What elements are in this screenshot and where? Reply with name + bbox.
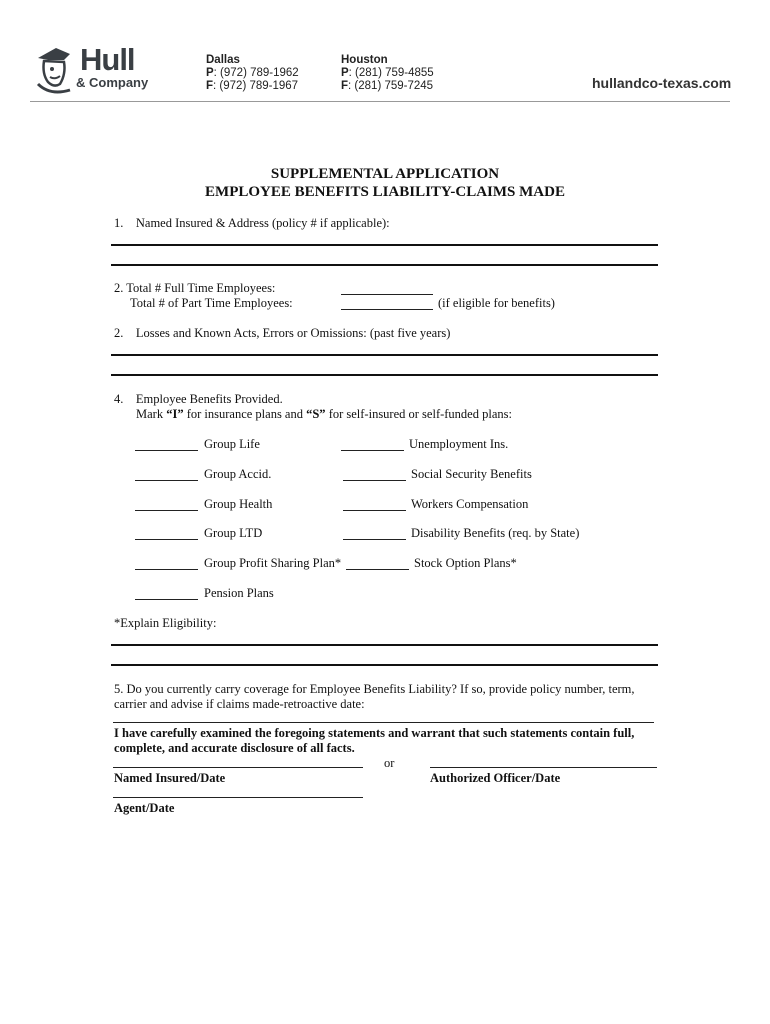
social-security-field[interactable]	[343, 480, 406, 481]
declaration-line-2: complete, and accurate disclosure of all facts.	[114, 741, 355, 755]
disability-field[interactable]	[343, 539, 406, 540]
q3-label: 2. Losses and Known Acts, Errors or Omissions: (past five years)	[114, 326, 451, 340]
explain-line-1[interactable]	[111, 644, 658, 646]
houston-phone: : (281) 759-4855	[348, 67, 434, 79]
q5-line-1: 5. Do you currently carry coverage for Employee Benefits Liability? If so, provide policy number, term,	[114, 682, 635, 696]
benefit-group-health: Group Health	[204, 497, 273, 511]
part-time-employees-field[interactable]	[341, 309, 433, 310]
declaration-line-1: I have carefully examined the foregoing statements and warrant that such statements contain full,	[114, 726, 635, 740]
dallas-label: Dallas	[206, 54, 240, 66]
benefit-group-accid: Group Accid.	[204, 467, 272, 481]
dallas-phone: : (972) 789-1962	[213, 67, 299, 79]
q4-heading: 4. Employee Benefits Provided.	[114, 392, 283, 406]
dallas-fax-label: F	[206, 80, 214, 92]
explain-line-2[interactable]	[111, 664, 658, 666]
authorized-officer-date-label: Authorized Officer/Date	[430, 771, 561, 785]
q4-instruction-prefix: Mark	[136, 407, 167, 421]
unemployment-field[interactable]	[341, 450, 404, 451]
benefit-pension-plans: Pension Plans	[204, 586, 274, 600]
named-insured-date-label: Named Insured/Date	[114, 771, 226, 785]
pension-plans-field[interactable]	[135, 599, 198, 600]
q3-answer-line-1[interactable]	[111, 354, 658, 356]
dallas-phone-label: P	[206, 67, 214, 79]
agent-signature-line[interactable]	[113, 797, 363, 798]
explain-eligibility-label: *Explain Eligibility:	[114, 616, 217, 630]
q1-answer-line-2[interactable]	[111, 264, 658, 266]
houston-contact	[341, 54, 434, 93]
dallas-contact	[206, 54, 299, 93]
group-life-field[interactable]	[135, 450, 198, 451]
form-title: SUPPLEMENTAL APPLICATION	[270, 166, 500, 182]
houston-fax-label: F	[341, 80, 349, 92]
benefit-workers-comp: Workers Compensation	[411, 497, 529, 511]
q1-answer-line-1[interactable]	[111, 244, 658, 246]
header-divider	[30, 101, 730, 102]
benefit-group-profit-sharing: Group Profit Sharing Plan*	[204, 556, 342, 570]
mark-s: “S”	[306, 407, 326, 421]
named-insured-signature-line[interactable]	[113, 767, 363, 768]
workers-comp-field[interactable]	[343, 510, 406, 511]
houston-fax: : (281) 759-7245	[348, 80, 434, 92]
agent-date-label: Agent/Date	[114, 801, 175, 815]
houston-phone-label: P	[341, 67, 349, 79]
dallas-fax: : (972) 789-1967	[213, 80, 299, 92]
authorized-officer-signature-line[interactable]	[430, 767, 657, 768]
q4-instruction-suffix: for self-insured or self-funded plans:	[325, 407, 512, 421]
q4-instruction	[136, 407, 512, 422]
mark-i: “I”	[166, 407, 184, 421]
benefit-social-security: Social Security Benefits	[411, 467, 532, 481]
q2-eligible-note: (if eligible for benefits)	[438, 296, 555, 310]
mascot-icon	[30, 44, 78, 96]
benefit-disability: Disability Benefits (req. by State)	[411, 526, 580, 540]
q5-answer-line[interactable]	[113, 722, 654, 723]
group-ltd-field[interactable]	[135, 539, 198, 540]
or-label: or	[384, 756, 395, 770]
form-subtitle: EMPLOYEE BENEFITS LIABILITY-CLAIMS MADE	[205, 184, 565, 200]
q3-answer-line-2[interactable]	[111, 374, 658, 376]
benefit-group-ltd: Group LTD	[204, 526, 263, 540]
q2-full-time-label: 2. Total # Full Time Employees:	[114, 281, 276, 295]
benefit-unemployment: Unemployment Ins.	[409, 437, 509, 451]
q2-part-time-label: Total # of Part Time Employees:	[130, 296, 293, 310]
group-profit-sharing-field[interactable]	[135, 569, 198, 570]
logo-wordmark: Hull	[80, 42, 135, 77]
q4-instruction-mid: for insurance plans and	[183, 407, 307, 421]
q1-label: 1. Named Insured & Address (policy # if applicable):	[114, 216, 390, 230]
logo-subtitle: & Company	[76, 75, 149, 90]
benefit-group-life: Group Life	[204, 437, 260, 451]
stock-option-field[interactable]	[346, 569, 409, 570]
full-time-employees-field[interactable]	[341, 294, 433, 295]
q5-line-2: carrier and advise if claims made-retroactive date:	[114, 697, 365, 711]
group-accid-field[interactable]	[135, 480, 198, 481]
website-link[interactable]: hullandco-texas.com	[592, 75, 732, 91]
group-health-field[interactable]	[135, 510, 198, 511]
houston-label: Houston	[341, 54, 388, 66]
benefit-stock-option: Stock Option Plans*	[414, 556, 517, 570]
